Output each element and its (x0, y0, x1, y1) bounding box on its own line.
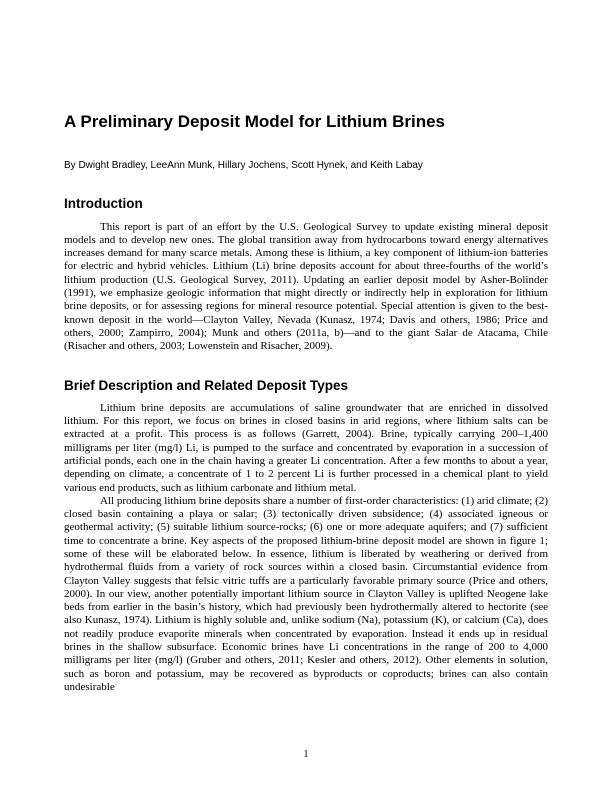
page-number: 1 (303, 749, 309, 760)
paragraph: All producing lithium brine deposits share a number of first-order characteristics: (1) arid climate; (2) closed basin containing a playa or salar; (3) tectonically driven subsidence; (4) associated igneous or geothermal activity; (5) suitable lithium source-rocks; (6) one or more adequate aquifers; and (7) sufficient time to concentrate a brine. Key aspects of the proposed lithium-brine deposit model are shown in figure 1; some of these will be elaborated below. In essence, lithium is liberated by weathering or derived from hydrothermal fluids from a variety of rock sources within a closed basin. Circumstantial evidence from Clayton Valley suggests that felsic vitric tuffs are a particularly favorable primary source (Price and others, 2000). In our view, another potentially important lithium source in Clayton Valley is uplifted Neogene lake beds from earlier in the basin’s history, which had previously been hydrothermally altered to hectorite (see also Kunasz, 1974). Lithium is highly soluble and, unlike sodium (Na), potassium (K), or calcium (Ca), does not readily produce evaporite minerals when concentrated by evaporation. Instead it ends up in residual brines in the shallow subsurface. Economic brines have Li concentrations in the range of 200 to 4,000 milligrams per liter (mg/l) (Gruber and others, 2011; Kesler and others, 2012). Other elements in solution, such as boron and potassium, may be recovered as byproducts or coproducts; brines can also contain undesirable (64, 494, 548, 693)
document-title: A Preliminary Deposit Model for Lithium Brines (64, 112, 445, 131)
byline: By Dwight Bradley, LeeAnn Munk, Hillary Jochens, Scott Hynek, and Keith Labay (64, 160, 423, 172)
paragraph: This report is part of an effort by the U.S. Geological Survey to update existing mineral deposit models and to develop new ones. The global transition away from hydrocarbons toward energy alternatives increases demand for many scarce metals. Among these is lithium, a key component of lithium-ion batteries for electric and hybrid vehicles. Lithium (Li) brine deposits account for about three-fourths of the world’s lithium production (U.S. Geological Survey, 2011). Updating an earlier deposit model by Asher-Bolinder (1991), we emphasize geologic information that might directly or indirectly help in exploration for lithium brine deposits, or for assessing regions for mineral resource potential. Special attention is given to the best-known deposit in the world—Clayton Valley, Nevada (Kunasz, 1974; Davis and others, 1986; Price and others, 2000; Zampirro, 2004); Munk and others (2011a, b)—and to the giant Salar de Atacama, Chile (Risacher and others, 2003; Lowenstein and Risacher, 2009). (64, 220, 548, 353)
section-heading-introduction: Introduction (64, 196, 143, 212)
paragraph: Lithium brine deposits are accumulations of saline groundwater that are enriched in dissolved lithium. For this report, we focus on brines in closed basins in arid regions, where lithium salts can be extracted at a profit. This process is as follows (Garrett, 2004). Brine, typically carrying 200–1,400 milligrams per liter (mg/l) Li, is pumped to the surface and concentrated by evaporation in a succession of artificial ponds, each one in the chain having a greater Li concentration. After a few months to about a year, depending on climate, a concentrate of 1 to 2 percent Li is further processed in a chemical plant to yield various end products, such as lithium carbonate and lithium metal. (64, 401, 548, 494)
section-heading-brief-description: Brief Description and Related Deposit Types (64, 377, 349, 393)
